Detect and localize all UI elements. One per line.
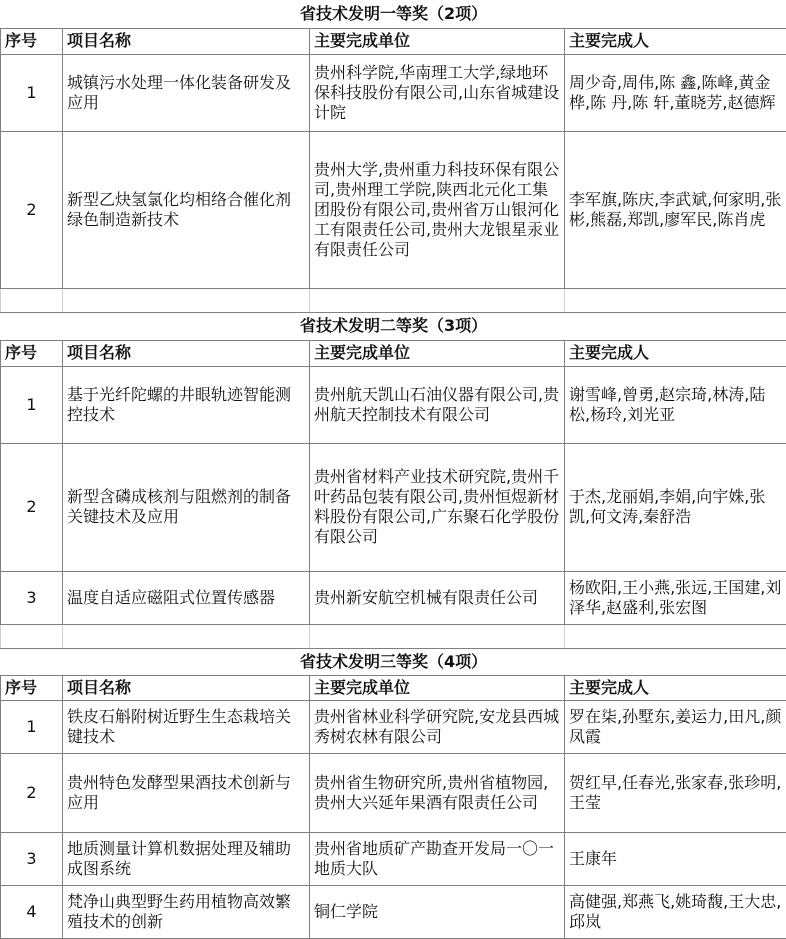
section-title-row bbox=[1, 0, 786, 28]
header-seq: 序号 bbox=[1, 340, 63, 366]
row-project: 新型含磷成核剂与阻燃剂的制备关键技术及应用 bbox=[63, 443, 310, 571]
row-people: 贺红早,任春光,张家春,张珍明,王莹 bbox=[565, 753, 786, 832]
row-seq: 1 bbox=[1, 700, 63, 753]
row-units: 贵州省地质矿产勘查开发局一〇一地质大队 bbox=[310, 832, 565, 885]
table-row bbox=[1, 753, 786, 832]
header-units: 主要完成单位 bbox=[310, 340, 565, 366]
row-seq: 2 bbox=[1, 131, 63, 288]
header-people: 主要完成人 bbox=[565, 675, 786, 700]
row-people: 罗在柒,孙墅东,姜运力,田凡,颜凤霞 bbox=[565, 700, 786, 753]
header-row bbox=[1, 675, 786, 700]
row-seq: 1 bbox=[1, 366, 63, 443]
section-title-row bbox=[1, 312, 786, 340]
table-row bbox=[1, 832, 786, 885]
row-project: 基于光纤陀螺的井眼轨迹智能测控技术 bbox=[63, 366, 310, 443]
table-row bbox=[1, 366, 786, 443]
row-project: 地质测量计算机数据处理及辅助成图系统 bbox=[63, 832, 310, 885]
header-people: 主要完成人 bbox=[565, 340, 786, 366]
row-people: 周少奇,周伟,陈 鑫,陈峰,黄金桦,陈 丹,陈 轩,董晓芳,赵德辉 bbox=[565, 54, 786, 131]
header-units: 主要完成单位 bbox=[310, 28, 565, 54]
section-title: 省技术发明一等奖（2项） bbox=[1, 0, 786, 28]
row-units: 贵州航天凯山石油仪器有限公司,贵州航天控制技术有限公司 bbox=[310, 366, 565, 443]
row-people: 李军旗,陈庆,李武斌,何家明,张彬,熊磊,郑凯,廖军民,陈肖虎 bbox=[565, 131, 786, 288]
row-project: 城镇污水处理一体化装备研发及应用 bbox=[63, 54, 310, 131]
header-units: 主要完成单位 bbox=[310, 675, 565, 700]
spacer-row bbox=[1, 624, 786, 648]
row-units: 贵州省生物研究所,贵州省植物园,贵州大兴延年果酒有限责任公司 bbox=[310, 753, 565, 832]
table-row bbox=[1, 571, 786, 624]
table-row bbox=[1, 700, 786, 753]
row-units: 贵州省材料产业技术研究院,贵州千叶药品包装有限公司,贵州恒煜新材料股份有限公司,广东聚石化学股份有限公司 bbox=[310, 443, 565, 571]
header-project: 项目名称 bbox=[63, 340, 310, 366]
row-seq: 3 bbox=[1, 832, 63, 885]
row-project: 新型乙炔氢氯化均相络合催化剂绿色制造新技术 bbox=[63, 131, 310, 288]
header-seq: 序号 bbox=[1, 28, 63, 54]
section-title: 省技术发明二等奖（3项） bbox=[1, 312, 786, 340]
row-seq: 2 bbox=[1, 443, 63, 571]
table-row bbox=[1, 885, 786, 938]
table-row bbox=[1, 131, 786, 288]
row-project: 温度自适应磁阻式位置传感器 bbox=[63, 571, 310, 624]
row-people: 王康年 bbox=[565, 832, 786, 885]
header-people: 主要完成人 bbox=[565, 28, 786, 54]
section-title: 省技术发明三等奖（4项） bbox=[1, 648, 786, 675]
row-seq: 2 bbox=[1, 753, 63, 832]
row-people: 杨欧阳,王小燕,张远,王国建,刘泽华,赵盛利,张宏图 bbox=[565, 571, 786, 624]
row-people: 于杰,龙丽娟,李娟,向宇姝,张凯,何文涛,秦舒浩 bbox=[565, 443, 786, 571]
header-row bbox=[1, 28, 786, 54]
row-people: 高健强,郑燕飞,姚琦馥,王大忠,邱岚 bbox=[565, 885, 786, 938]
row-seq: 3 bbox=[1, 571, 63, 624]
row-project: 铁皮石斛附树近野生生态栽培关键技术 bbox=[63, 700, 310, 753]
header-seq: 序号 bbox=[1, 675, 63, 700]
header-project: 项目名称 bbox=[63, 675, 310, 700]
header-row bbox=[1, 340, 786, 366]
row-units: 贵州省林业科学研究院,安龙县西城秀树农林有限公司 bbox=[310, 700, 565, 753]
spacer-row bbox=[1, 288, 786, 312]
header-project: 项目名称 bbox=[63, 28, 310, 54]
row-people: 谢雪峰,曾勇,赵宗琦,林涛,陆松,杨玲,刘光亚 bbox=[565, 366, 786, 443]
row-units: 贵州大学,贵州重力科技环保有限公司,贵州理工学院,陕西北元化工集团股份有限公司,贵州省万山银河化工有限责任公司,贵州大龙银星汞业有限责任公司 bbox=[310, 131, 565, 288]
row-seq: 1 bbox=[1, 54, 63, 131]
section-title-row bbox=[1, 648, 786, 675]
row-seq: 4 bbox=[1, 885, 63, 938]
row-units: 铜仁学院 bbox=[310, 885, 565, 938]
table-row bbox=[1, 54, 786, 131]
row-project: 贵州特色发酵型果酒技术创新与应用 bbox=[63, 753, 310, 832]
row-project: 梵净山典型野生药用植物高效繁殖技术的创新 bbox=[63, 885, 310, 938]
row-units: 贵州新安航空机械有限责任公司 bbox=[310, 571, 565, 624]
row-units: 贵州科学院,华南理工大学,绿地环保科技股份有限公司,山东省城建设计院 bbox=[310, 54, 565, 131]
table-row bbox=[1, 443, 786, 571]
